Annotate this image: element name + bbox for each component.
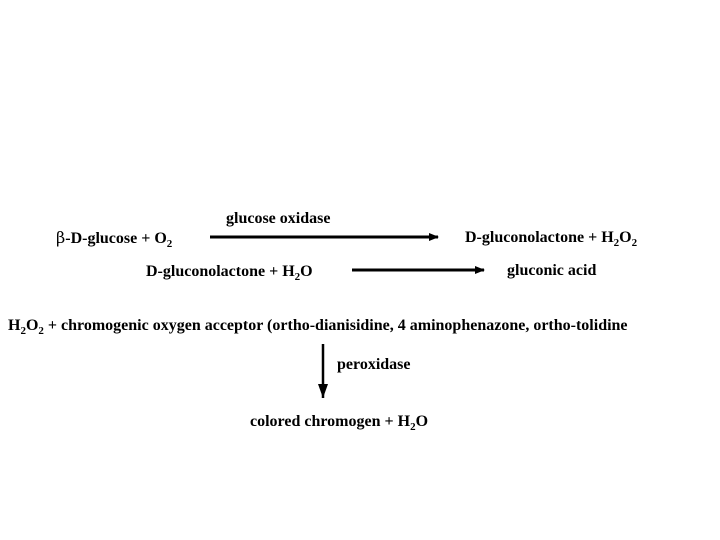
reaction2-product: gluconic acid — [507, 262, 597, 279]
colored-chromogen-text: colored chromogen + H — [250, 413, 411, 430]
reaction1-reactants — [56, 228, 173, 250]
o-text: O — [25, 317, 39, 334]
o-text: O — [415, 413, 429, 430]
oxygen-subscript: 2 — [166, 238, 173, 250]
o-subscript: 2 — [631, 237, 638, 249]
h-subscript: 2 — [410, 421, 416, 433]
glucose-oxygen-text: -D-glucose + O — [65, 230, 167, 247]
chromogenic-acceptor-text: + chromogenic oxygen acceptor (ortho-dianisidine, 4 aminophenazone, ortho-tolidine — [43, 317, 628, 334]
reaction3-arrowhead — [318, 384, 328, 398]
reaction2-reactant-text: D-gluconolactone + H — [146, 263, 295, 280]
reaction1-enzyme: glucose oxidase — [226, 210, 331, 227]
product1-text: D-gluconolactone + H — [465, 229, 614, 246]
h-subscript: 2 — [613, 237, 620, 249]
h-subscript: 2 — [20, 325, 26, 337]
reaction2-reactants — [146, 263, 313, 283]
reaction3-reactants — [8, 317, 628, 337]
reaction3-products — [250, 413, 429, 433]
o-text: O — [300, 263, 313, 280]
h-subscript: 2 — [294, 271, 301, 283]
o-subscript: 2 — [38, 325, 44, 337]
reaction1-products — [465, 229, 638, 249]
reaction3-enzyme: peroxidase — [337, 356, 411, 373]
o-text: O — [619, 229, 632, 246]
beta-symbol: β — [56, 228, 66, 247]
h-text: H — [8, 317, 21, 334]
